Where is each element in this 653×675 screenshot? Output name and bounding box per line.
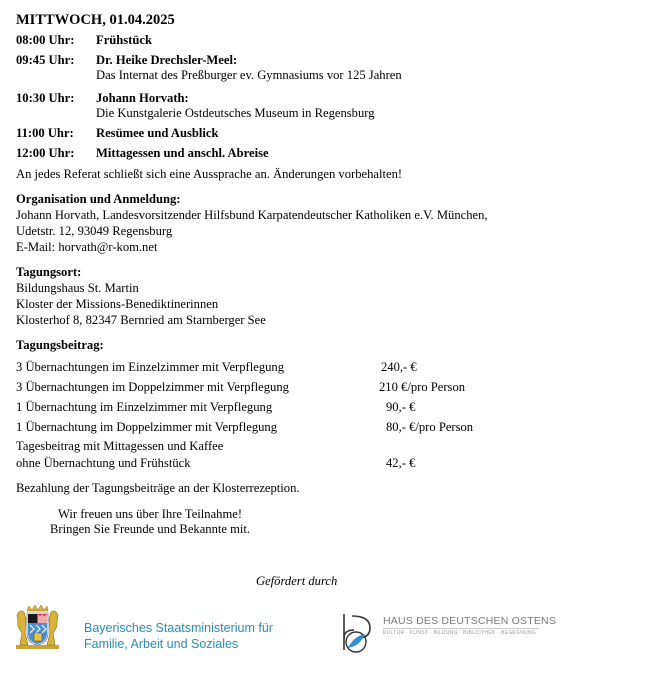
organisation-heading: Organisation und Anmeldung:: [16, 192, 181, 206]
venue-heading: Tagungsort:: [16, 265, 82, 279]
schedule-time: 09:45 Uhr:: [16, 53, 75, 67]
hdo-subtitle: KULTUR · KUNST · BILDUNG · BIBLIOTHEK · BEGEGNUNG: [383, 630, 537, 636]
venue-line: Bildungshaus St. Martin: [16, 281, 139, 295]
fee-label: 3 Übernachtungen im Doppelzimmer mit Verpflegung: [16, 380, 289, 394]
schedule-time: 11:00 Uhr:: [16, 126, 74, 140]
fee-price: 42,- €: [386, 456, 416, 470]
schedule-title: Mittagessen und anschl. Abreise: [96, 146, 269, 160]
schedule-time: 10:30 Uhr:: [16, 91, 75, 105]
bavarian-coat-of-arms-icon: [14, 603, 61, 651]
schedule-subtitle: Die Kunstgalerie Ostdeutsches Museum in Regensburg: [96, 106, 375, 120]
fee-label: ohne Übernachtung und Frühstück: [16, 456, 191, 470]
closing-line: Bringen Sie Freunde und Bekannte mit.: [50, 522, 251, 536]
schedule-note: An jedes Referat schließt sich eine Aussprache an. Änderungen vorbehalten!: [16, 167, 403, 181]
schedule-title: Dr. Heike Drechsler-Meel:: [96, 53, 238, 67]
fee-price: 210 €/pro Person: [379, 380, 466, 394]
fees-heading: Tagungsbeitrag:: [16, 338, 104, 352]
fee-label: 1 Übernachtung im Doppelzimmer mit Verpflegung: [16, 420, 278, 434]
fee-label: 1 Übernachtung im Einzelzimmer mit Verpflegung: [16, 400, 273, 414]
schedule-time: 08:00 Uhr:: [16, 33, 75, 47]
fee-label: Tagesbeitrag mit Mittagessen und Kaffee: [16, 439, 224, 453]
fee-price: 90,- €: [386, 400, 416, 414]
hdo-title: HAUS DES DEUTSCHEN OSTENS: [383, 615, 557, 627]
schedule-title: Resümee und Ausblick: [96, 126, 219, 140]
organisation-line: Udetstr. 12, 93049 Regensburg: [16, 224, 173, 238]
schedule-subtitle: Das Internat des Preßburger ev. Gymnasiums vor 125 Jahren: [96, 68, 402, 82]
payment-note: Bezahlung der Tagungsbeiträge an der Klosterrezeption.: [16, 481, 300, 495]
fee-price: 240,- €: [381, 360, 417, 374]
schedule-time: 12:00 Uhr:: [16, 146, 75, 160]
bavaria-ministry-line: Familie, Arbeit und Soziales: [84, 637, 239, 651]
organisation-line: Johann Horvath, Landesvorsitzender Hilfsbund Karpatendeutscher Katholiken e.V. München,: [16, 208, 488, 222]
venue-line: Klosterhof 8, 82347 Bernried am Starnberger See: [16, 313, 266, 327]
organisation-email: E-Mail: horvath@r-kom.net: [16, 240, 158, 254]
day-heading: MITTWOCH, 01.04.2025: [16, 12, 175, 28]
schedule-title: Johann Horvath:: [96, 91, 189, 105]
fee-price: 80,- €/pro Person: [386, 420, 474, 434]
closing-line: Wir freuen uns über Ihre Teilnahme!: [58, 507, 243, 521]
bavaria-ministry-line: Bayerisches Staatsministerium für: [84, 621, 273, 635]
fee-label: 3 Übernachtungen im Einzelzimmer mit Verpflegung: [16, 360, 285, 374]
venue-line: Kloster der Missions-Benediktinerinnen: [16, 297, 219, 311]
hdo-emblem-icon: [340, 612, 378, 654]
sponsor-label: Gefördert durch: [256, 574, 338, 588]
schedule-title: Frühstück: [96, 33, 152, 47]
